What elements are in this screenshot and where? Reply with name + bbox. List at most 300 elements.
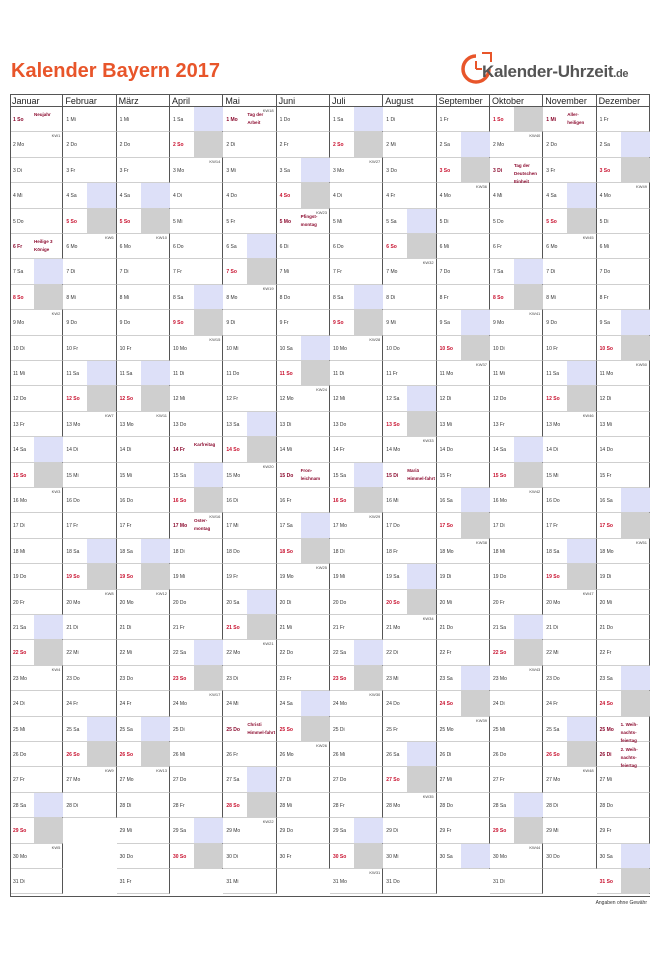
day-cell	[277, 539, 330, 564]
saturday-shade	[194, 640, 223, 664]
day-label: 19 So	[546, 574, 560, 581]
day-label: 13 Mo	[546, 421, 561, 428]
day-cell	[437, 386, 490, 411]
day-cell	[10, 488, 63, 513]
day-label: 1 Sa	[332, 117, 344, 123]
day-cell	[543, 386, 596, 411]
week-number: KW46	[582, 412, 594, 418]
day-cell	[117, 158, 170, 183]
day-cell	[437, 793, 490, 818]
day-cell	[277, 361, 330, 386]
saturday-shade	[354, 818, 383, 842]
saturday-shade	[567, 361, 596, 385]
day-label: 12 Di	[599, 396, 612, 403]
week-number: KW37	[476, 362, 487, 367]
day-cell	[437, 742, 490, 767]
day-cell	[63, 742, 116, 767]
day-cell	[490, 539, 543, 564]
day-label: 2 Sa	[439, 142, 450, 149]
day-cell	[543, 488, 596, 513]
day-cell	[277, 107, 330, 132]
day-cell	[223, 310, 276, 335]
day-label: 8 Sa	[172, 294, 184, 301]
day-cell	[437, 158, 490, 183]
day-label: 9 Do	[546, 320, 557, 327]
day-label: 2 Do	[119, 142, 131, 149]
day-label: 6 Di	[279, 244, 289, 250]
day-label: 15 Mi	[119, 472, 132, 479]
day-label: 1 Mi	[66, 117, 76, 123]
day-label: 11 Sa	[119, 371, 133, 377]
day-label: 23 So	[332, 675, 347, 682]
month-header: März	[117, 94, 170, 107]
sunday-shade	[247, 437, 276, 461]
day-cell	[437, 488, 490, 513]
day-label: 22 Fr	[439, 650, 452, 657]
day-label: 13 Fr	[13, 421, 25, 428]
day-label: 9 Mi	[386, 320, 396, 327]
day-cell	[330, 691, 383, 716]
day-label: 23 Mi	[386, 675, 399, 682]
month-header: September	[437, 94, 490, 107]
day-cell	[437, 691, 490, 716]
sunday-shade	[34, 463, 63, 487]
day-label: 12 Do	[13, 396, 27, 403]
day-cell	[63, 767, 116, 792]
day-label: 6 Mo	[546, 244, 558, 250]
day-cell	[330, 285, 383, 310]
day-cell	[117, 793, 170, 818]
day-label: 10 Fr	[119, 345, 132, 352]
day-cell	[170, 691, 223, 716]
sunday-shade	[301, 539, 330, 563]
day-cell	[597, 539, 650, 564]
week-number: KW26	[316, 743, 327, 748]
day-cell	[543, 412, 596, 437]
day-cell	[597, 717, 650, 742]
sunday-shade	[514, 818, 543, 842]
day-cell	[383, 742, 436, 767]
day-label: 14 Sa	[492, 447, 507, 454]
day-label: 20 Mi	[439, 599, 452, 606]
day-label: 4 Mi	[492, 193, 503, 200]
week-number: KW28	[369, 336, 381, 342]
day-cell	[10, 869, 63, 894]
day-label: 22 Di	[386, 650, 398, 657]
day-label: 4 Mi	[13, 193, 23, 200]
day-cell	[10, 767, 63, 792]
day-cell	[170, 767, 223, 792]
day-label: 6 Mo	[66, 244, 78, 250]
holiday-name: Oster-montag	[193, 518, 211, 532]
day-cell	[277, 209, 330, 234]
day-label: 25 Di	[172, 726, 185, 733]
sunday-shade	[567, 564, 596, 588]
saturday-shade	[621, 844, 650, 868]
week-number: KW18	[262, 108, 274, 113]
day-cell	[117, 513, 170, 538]
day-label: 12 Mi	[172, 396, 186, 403]
week-number: KW41	[529, 311, 541, 317]
day-cell	[117, 767, 170, 792]
day-cell	[223, 158, 276, 183]
brand-logo[interactable]	[458, 50, 648, 88]
day-label: 30 Mo	[492, 853, 507, 860]
day-label: 30 Sa	[439, 853, 453, 860]
saturday-shade	[34, 793, 63, 817]
day-cell	[543, 640, 596, 665]
page-title: Kalender Bayern 2017	[11, 60, 221, 82]
day-cell	[223, 488, 276, 513]
day-cell	[543, 310, 596, 335]
day-cell	[223, 717, 276, 742]
day-cell	[277, 691, 330, 716]
day-label: 9 Sa	[599, 320, 610, 327]
week-number: KW29	[369, 514, 381, 520]
day-cell	[223, 437, 276, 462]
day-label: 14 Fr	[332, 447, 345, 454]
saturday-shade	[514, 437, 543, 461]
day-label: 27 Do	[332, 777, 347, 784]
day-label: 22 So	[13, 650, 27, 657]
day-label: 30 So	[332, 853, 347, 860]
day-label: 15 So	[492, 472, 507, 479]
day-cell	[10, 412, 63, 437]
day-cell	[597, 513, 650, 538]
day-cell	[277, 259, 330, 284]
day-cell	[490, 158, 543, 183]
day-label: 31 Di	[492, 879, 505, 885]
logo-tld: .de	[613, 68, 629, 80]
day-label: 5 Do	[492, 218, 504, 225]
day-cell	[63, 386, 116, 411]
day-cell	[117, 615, 170, 640]
day-label: 7 So	[226, 269, 237, 276]
day-cell	[223, 640, 276, 665]
day-label: 7 Fr	[172, 269, 182, 276]
day-label: 13 So	[386, 421, 400, 428]
day-cell	[490, 691, 543, 716]
day-label: 19 So	[66, 574, 80, 581]
sunday-shade	[514, 107, 543, 131]
day-label: 15 Fr	[439, 472, 452, 479]
day-label: 12 Sa	[386, 396, 400, 403]
day-cell	[277, 513, 330, 538]
day-cell	[490, 818, 543, 843]
day-label: 26 Mo	[279, 752, 294, 758]
day-cell	[437, 463, 490, 488]
sunday-shade	[354, 666, 383, 690]
day-label: 22 Sa	[172, 650, 187, 657]
day-cell	[597, 234, 650, 259]
day-cell	[10, 234, 63, 259]
saturday-shade	[141, 717, 170, 741]
day-label: 13 Fr	[492, 421, 505, 428]
day-label: 16 Do	[66, 498, 80, 504]
day-label: 11 Do	[226, 371, 240, 377]
sunday-shade	[141, 564, 170, 588]
saturday-shade	[621, 310, 650, 334]
sunday-shade	[461, 336, 490, 360]
day-label: 21 So	[226, 625, 240, 631]
day-cell	[117, 412, 170, 437]
day-cell	[117, 132, 170, 157]
day-cell	[10, 793, 63, 818]
day-cell	[63, 666, 116, 691]
day-label: 27 Fr	[13, 777, 25, 784]
day-cell	[543, 463, 596, 488]
day-cell	[437, 209, 490, 234]
day-label: 5 So	[66, 218, 77, 225]
day-label: 27 Mo	[546, 777, 561, 784]
day-label: 19 Mi	[332, 574, 346, 581]
day-cell	[223, 259, 276, 284]
day-cell	[383, 539, 436, 564]
day-label: 20 Do	[332, 599, 347, 606]
day-label: 3 So	[439, 167, 451, 174]
holiday-name: 2. Weih-nachts-feiertag	[620, 747, 638, 768]
week-number: KW5	[51, 844, 61, 850]
day-cell	[490, 488, 543, 513]
sunday-shade	[621, 869, 650, 893]
day-label: 4 Mo	[599, 193, 611, 200]
day-label: 28 Sa	[492, 802, 507, 809]
sunday-shade	[301, 183, 330, 207]
saturday-shade	[407, 386, 436, 410]
day-label: 1 So	[492, 117, 504, 123]
saturday-shade	[621, 666, 650, 690]
day-label: 25 Do	[226, 726, 240, 733]
day-label: 28 Di	[119, 802, 132, 809]
day-label: 2 So	[332, 142, 344, 149]
day-label: 12 So	[546, 396, 560, 403]
day-label: 24 Fr	[119, 701, 132, 708]
day-cell	[543, 336, 596, 361]
day-label: 20 Mi	[599, 599, 612, 606]
day-label: 24 Fr	[66, 701, 78, 708]
week-number: KW51	[636, 539, 647, 545]
day-cell	[437, 107, 490, 132]
day-cell	[63, 717, 116, 742]
day-cell	[437, 818, 490, 843]
day-label: 24 Fr	[546, 701, 558, 708]
day-label: 11 Sa	[546, 371, 559, 377]
day-cell	[437, 132, 490, 157]
day-cell	[63, 691, 116, 716]
grid-border-left	[10, 94, 11, 897]
saturday-shade	[461, 310, 490, 334]
day-cell	[543, 437, 596, 462]
day-cell	[330, 793, 383, 818]
sunday-shade	[621, 158, 650, 182]
day-label: 17 Mo	[172, 523, 188, 530]
day-label: 12 Mi	[332, 396, 346, 403]
day-label: 31 Do	[386, 879, 400, 885]
day-label: 19 Fr	[226, 574, 238, 581]
day-cell	[63, 259, 116, 284]
day-label: 16 Fr	[279, 498, 292, 504]
month-column	[63, 94, 116, 897]
saturday-shade	[34, 259, 63, 283]
day-cell	[170, 539, 223, 564]
day-label: 7 Sa	[492, 269, 504, 276]
month-column	[330, 94, 383, 897]
day-cell	[597, 107, 650, 132]
day-label: 9 Do	[66, 320, 77, 327]
sunday-shade	[141, 742, 170, 766]
day-cell	[597, 691, 650, 716]
day-label: 4 Di	[172, 193, 182, 200]
day-cell	[383, 285, 436, 310]
day-label: 18 Mo	[439, 548, 454, 555]
month-header: Juli	[330, 94, 383, 107]
day-label: 11 Di	[332, 371, 345, 377]
day-label: 28 Di	[66, 802, 79, 809]
saturday-shade	[194, 107, 223, 131]
day-label: 28 Di	[546, 802, 558, 809]
day-cell	[490, 132, 543, 157]
day-cell	[330, 107, 383, 132]
day-label: 3 Di	[492, 167, 503, 174]
week-number: KW49	[636, 184, 647, 190]
day-cell	[330, 183, 383, 208]
week-number: KW9	[104, 768, 114, 774]
day-cell	[543, 209, 596, 234]
day-cell	[597, 158, 650, 183]
day-label: 8 Fr	[439, 294, 449, 301]
day-cell	[597, 564, 650, 589]
saturday-shade	[34, 437, 63, 461]
day-label: 20 Mo	[119, 599, 134, 606]
day-label: 31 Di	[13, 879, 25, 885]
day-label: 19 Di	[439, 574, 452, 581]
day-cell	[330, 412, 383, 437]
day-cell	[10, 285, 63, 310]
day-label: 22 Mi	[66, 650, 79, 657]
month-header: April	[170, 94, 223, 107]
day-cell	[597, 818, 650, 843]
day-label: 8 Mi	[66, 294, 76, 301]
day-label: 8 So	[13, 294, 24, 301]
day-label: 10 Sa	[279, 345, 293, 352]
sunday-shade	[354, 844, 383, 868]
day-label: 25 Mi	[13, 726, 26, 733]
day-cell	[170, 640, 223, 665]
day-label: 15 So	[13, 472, 27, 479]
day-cell	[597, 767, 650, 792]
day-label: 5 So	[546, 218, 557, 225]
sunday-shade	[34, 285, 63, 309]
day-cell	[117, 869, 170, 894]
day-label: 16 So	[332, 498, 347, 504]
day-cell	[170, 666, 223, 691]
week-number: KW27	[369, 158, 381, 164]
sunday-shade	[354, 488, 383, 512]
day-label: 26 So	[66, 752, 80, 758]
week-number: KW7	[104, 412, 114, 418]
day-label: 5 Fr	[226, 218, 236, 225]
day-label: 14 Sa	[13, 447, 27, 454]
day-label: 25 Sa	[119, 726, 133, 733]
month-column	[597, 94, 650, 897]
day-cell	[330, 666, 383, 691]
day-label: 7 Di	[119, 269, 129, 276]
day-label: 22 Mi	[546, 650, 559, 657]
day-cell	[490, 183, 543, 208]
day-label: 29 Mo	[226, 828, 241, 835]
day-cell	[117, 285, 170, 310]
day-label: 26 Mi	[332, 752, 346, 758]
day-label: 8 Mo	[226, 294, 238, 301]
sunday-shade	[194, 310, 223, 334]
day-cell	[170, 209, 223, 234]
day-cell	[383, 844, 436, 869]
day-label: 2 Do	[66, 142, 77, 149]
saturday-shade	[407, 742, 436, 766]
day-cell	[383, 336, 436, 361]
sunday-shade	[354, 132, 383, 156]
day-cell	[277, 412, 330, 437]
day-cell	[490, 615, 543, 640]
day-label: 29 Do	[279, 828, 293, 835]
day-label: 15 Di	[386, 472, 399, 479]
sunday-shade	[194, 488, 223, 512]
day-cell	[277, 615, 330, 640]
sunday-shade	[567, 209, 596, 233]
day-label: 5 Di	[599, 218, 609, 225]
day-label: 30 So	[172, 853, 187, 860]
holiday-name: Tag der Arbeit	[247, 112, 264, 125]
day-label: 4 Do	[226, 193, 237, 200]
day-cell	[277, 158, 330, 183]
day-label: 5 Di	[439, 218, 449, 225]
day-cell	[170, 234, 223, 259]
day-cell	[277, 640, 330, 665]
day-label: 9 So	[332, 320, 344, 327]
day-label: 6 Sa	[226, 244, 237, 250]
day-cell	[330, 209, 383, 234]
day-cell	[597, 615, 650, 640]
day-label: 8 Mi	[119, 294, 130, 301]
sunday-shade	[461, 158, 490, 182]
day-label: 6 Mo	[119, 244, 131, 250]
day-label: 23 Di	[226, 675, 238, 682]
day-cell	[597, 259, 650, 284]
day-cell	[597, 412, 650, 437]
week-number: KW25	[316, 565, 327, 571]
saturday-shade	[407, 564, 436, 588]
day-cell	[543, 361, 596, 386]
day-cell	[223, 132, 276, 157]
day-cell	[330, 488, 383, 513]
day-cell	[383, 107, 436, 132]
day-cell	[63, 564, 116, 589]
week-number: KW40	[529, 133, 541, 139]
day-cell	[490, 666, 543, 691]
day-label: 1 So	[13, 117, 24, 123]
day-cell	[223, 285, 276, 310]
holiday-name: Heilige 3 Könige	[34, 239, 53, 252]
day-label: 6 Do	[332, 244, 344, 250]
day-cell	[63, 336, 116, 361]
day-cell	[330, 158, 383, 183]
day-cell	[490, 386, 543, 411]
day-label: 17 Mo	[332, 523, 347, 530]
saturday-shade	[354, 640, 383, 664]
day-label: 14 Di	[66, 447, 79, 454]
day-label: 9 Fr	[279, 320, 289, 327]
day-cell	[490, 590, 543, 615]
